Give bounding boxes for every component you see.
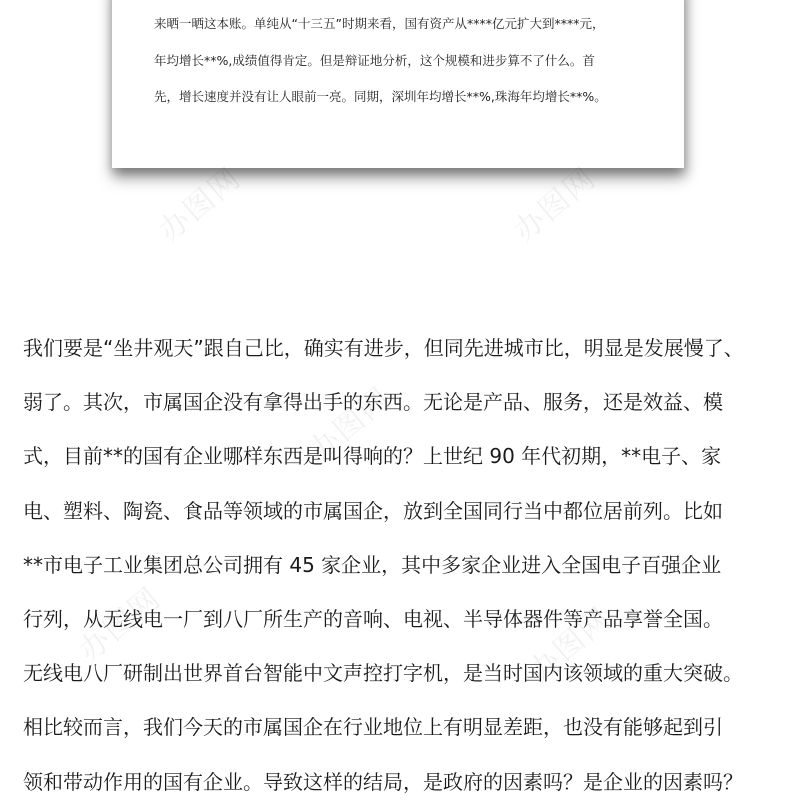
body-line: 行列，从无线电一厂到八厂所生产的音响、电视、半导体器件等产品享誉全国。: [23, 606, 723, 631]
watermark: 办图网: [522, 600, 619, 689]
body-line: 相比较而言，我们今天的市属国企在行业地位上有明显差距，也没有能够起到引: [23, 715, 723, 740]
card-line: 年均增长**%,成绩值得肯定。但是辩证地分析，这个规模和进步算不了什么。首: [154, 52, 595, 68]
card-line: 来晒一晒这本账。单纯从“十三五”时期来看，国有资产从****亿元扩大到****元，: [154, 16, 605, 31]
body-line: **市电子工业集团总公司拥有 45 家企业，其中多家企业进入全国电子百强企业: [23, 552, 722, 577]
body-paragraph: [23, 321, 783, 800]
body-line: 电、塑料、陶瓷、食品等领域的市属国企，放到全国同行当中都位居前列。比如: [23, 498, 723, 523]
watermark: 办图网: [507, 160, 604, 249]
card-paragraph: [154, 6, 654, 116]
card-line: 先，增长速度并没有让人眼前一亮。同期，深圳年均增长**%,珠海年均增长**%。: [154, 89, 607, 104]
body-line: 式，目前**的国有企业哪样东西是叫得响的？上世纪 90 年代初期，**电子、家: [23, 444, 722, 469]
body-line: 我们要是“坐井观天”跟自己比，确实有进步，但同先进城市比，明显是发展慢了、: [23, 336, 744, 360]
watermark: 办图网: [72, 580, 169, 669]
document-card: [112, 0, 684, 168]
body-line: 领和带动作用的国有企业。导致这样的结局，是政府的因素吗？是企业的因素吗？: [23, 769, 743, 794]
watermark: 办图网: [302, 380, 399, 469]
body-line: 无线电八厂研制出世界首台智能中文声控打字机，是当时国内该领域的重大突破。: [23, 661, 743, 686]
body-line: 弱了。其次，市属国企没有拿得出手的东西。无论是产品、服务，还是效益、模: [23, 390, 723, 415]
watermark: 办图网: [152, 160, 249, 249]
